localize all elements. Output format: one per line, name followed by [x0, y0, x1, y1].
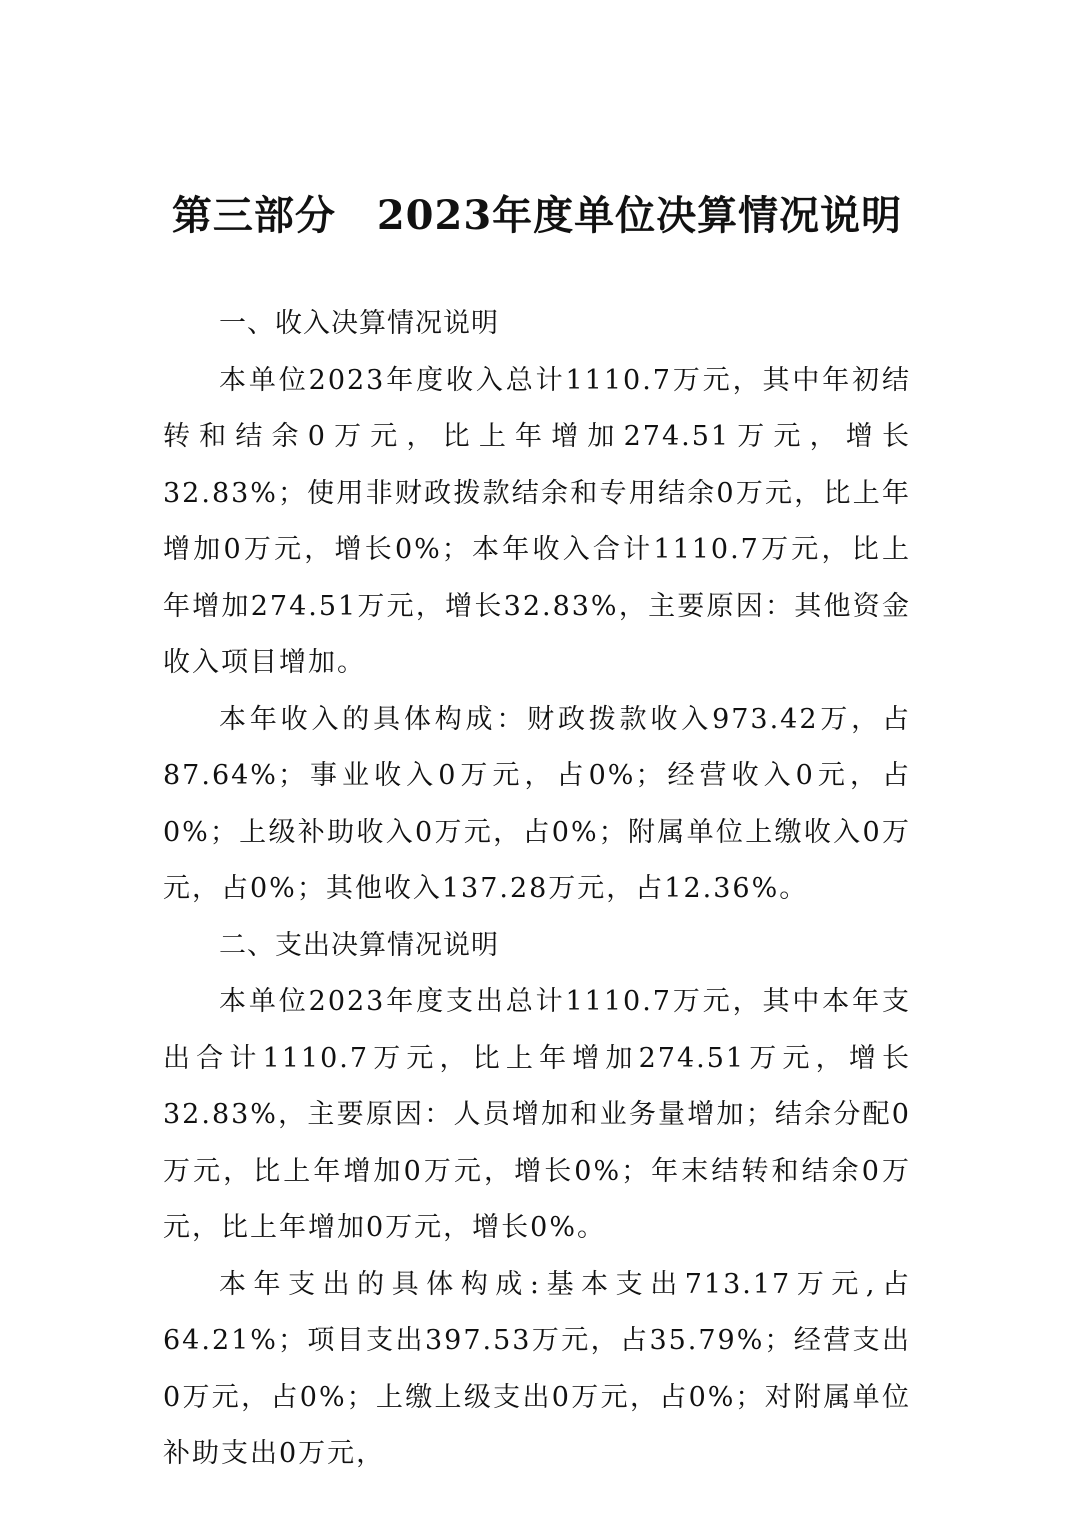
- income-composition-paragraph: 本年收入的具体构成：财政拨款收入973.42万，占87.64%；事业收入0万元，占0%；经营收入0元，占0%；上级补助收入0万元，占0%；附属单位上缴收入0万元，占0%；其他收入137.28万元，占12.36%。: [163, 703, 911, 904]
- income-summary-paragraph: 本单位2023年度收入总计1110.7万元，其中年初结转和结余0万元，比上年增加274.51万元，增长32.83%；使用非财政拨款结余和专用结余0万元，比上年增加0万元，增长0%；本年收入合计1110.7万元，比上年增加274.51万元，增长32.83%，主要原因：其他资金收入项目增加。: [163, 364, 911, 678]
- page-title: 第三部分 2023年度单位决算情况说明: [171, 192, 903, 239]
- section-heading-income: 一、收入决算情况说明: [219, 308, 499, 339]
- expenditure-summary-paragraph: 本单位2023年度支出总计1110.7万元，其中本年支出合计1110.7万元，比上年增加274.51万元，增长32.83%，主要原因：人员增加和业务量增加；结余分配0万元，比上年增加0万元，增长0%；年末结转和结余0万元，比上年增加0万元，增长0%。: [163, 986, 911, 1243]
- expenditure-composition-paragraph: 本年支出的具体构成:基本支出713.17万元,占64.21%；项目支出397.53万元，占35.79%；经营支出0万元，占0%；上缴上级支出0万元，占0%；对附属单位补助支出0万元，: [163, 1268, 911, 1469]
- document-body: [163, 296, 911, 1483]
- section-heading-expenditure: 二、支出决算情况说明: [219, 929, 499, 961]
